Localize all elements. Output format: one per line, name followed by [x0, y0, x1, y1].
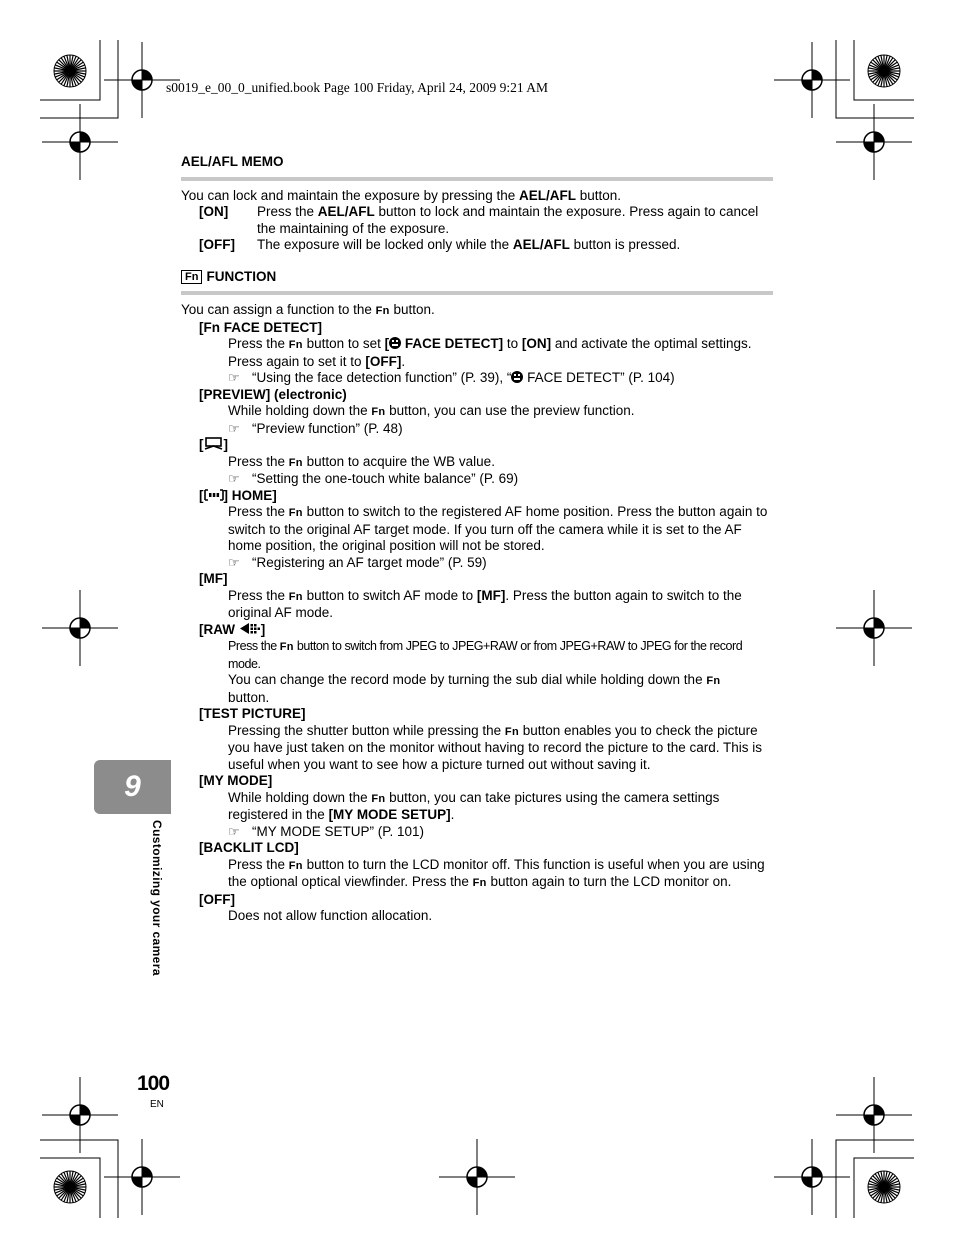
record-mode-icon: [239, 622, 261, 635]
option-off-body: Does not allow function allocation.: [228, 908, 433, 923]
hand-pointing-icon: ☞: [228, 471, 240, 486]
option-my-mode-ref: ☞ “MY MODE SETUP” (P. 101): [228, 823, 425, 839]
option-test-picture-title: [TEST PICTURE]: [199, 706, 306, 721]
option-af-home-title: [ ] HOME]: [199, 487, 277, 503]
option-raw-body: Press the Fn button to switch from JPEG to JPEG+RAW or from JPEG+RAW to JPEG for the record mode.: [228, 639, 743, 671]
option-off-title: [OFF]: [199, 891, 235, 907]
ael-section-title: AEL/AFL MEMO: [181, 154, 284, 169]
hand-pointing-icon: ☞: [228, 370, 240, 385]
face-detect-icon: [511, 371, 523, 383]
option-preview-ref: ☞ “Preview function” (P. 48): [228, 420, 403, 436]
option-preview-title: [PREVIEW] (electronic): [199, 386, 347, 402]
chapter-label: Customizing your camera: [150, 820, 164, 976]
ael-afl-button-label: AEL/AFL: [518, 187, 576, 203]
hand-pointing-icon: ☞: [228, 823, 240, 839]
ael-options: [181, 204, 773, 254]
option-one-touch-wb-title: [ ]: [199, 437, 228, 452]
option-raw-title: [RAW ]: [199, 621, 266, 637]
one-touch-wb-icon: [204, 437, 224, 450]
fn-section-title: Fn FUNCTION: [181, 269, 773, 286]
af-target-icon: [204, 489, 224, 501]
option-raw-note: You can change the record mode by turning the sub dial while holding down the Fn button.: [228, 672, 721, 705]
ael-intro: You can lock and maintain the exposure by pressing the AEL/AFL button.: [181, 187, 622, 203]
option-mf-body: Press the Fn button to switch AF mode to [MF]. Press the button again to switch to the original AF mode.: [228, 587, 742, 620]
option-af-home-ref: ☞ “Registering an AF target mode” (P. 59): [228, 554, 487, 570]
section-rule: [181, 177, 773, 181]
option-face-detect-body: Press the Fn button to set [ FACE DETECT] to [ON] and activate the optimal settings. Press again to set it to [OFF].: [228, 336, 752, 369]
section-rule: [181, 291, 773, 295]
option-one-touch-wb-body: Press the Fn button to acquire the WB value.: [228, 453, 495, 469]
ael-option-on: [ON] Press the AEL/AFL button to lock and maintain the exposure. Press again to cancel the maintaining of the exposure.: [199, 204, 759, 236]
hand-pointing-icon: ☞: [228, 420, 240, 436]
hand-pointing-icon: ☞: [228, 554, 240, 570]
option-backlit-lcd-body: Press the Fn button to turn the LCD monitor off. This function is useful when you are using the optional optical viewfinder. Press the Fn button again to turn the LCD monitor on.: [228, 856, 765, 889]
language-code: EN: [150, 1099, 164, 1110]
page-content: [181, 154, 773, 925]
option-face-detect-ref: ☞ “Using the face detection function” (P. 39), “ FACE DETECT” (P. 104): [228, 370, 675, 385]
option-face-detect-title: [Fn FACE DETECT]: [199, 319, 323, 335]
option-af-home-body: Press the Fn button to switch to the registered AF home position. Press the button again to switch to the original AF target mode. If you turn off the camera while it is set to the AF home position, the original position will not be stored.: [228, 504, 768, 553]
option-mf-title: [MF]: [199, 571, 228, 586]
page-number: 100: [137, 1072, 170, 1095]
option-test-picture-body: Pressing the shutter button while pressing the Fn button enables you to check the picture you have just taken on the monitor without having to record the picture to the card. This is useful when you want to see how a picture turned out without saving it.: [228, 722, 763, 772]
fn-intro: You can assign a function to the Fn button.: [181, 302, 435, 317]
book-header: s0019_e_00_0_unified.book Page 100 Friday, April 24, 2009 9:21 AM: [166, 80, 548, 95]
option-one-touch-wb-ref: ☞ “Setting the one-touch white balance” (P. 69): [228, 471, 519, 486]
fn-button-icon: Fn: [181, 270, 202, 284]
chapter-number: 9: [124, 770, 141, 803]
ael-option-off: [OFF] The exposure will be locked only while the AEL/AFL button is pressed.: [199, 237, 681, 252]
option-backlit-lcd-title: [BACKLIT LCD]: [199, 840, 299, 855]
option-my-mode-title: [MY MODE]: [199, 773, 273, 788]
option-preview-body: While holding down the Fn button, you can use the preview function.: [228, 403, 635, 418]
option-my-mode-body: While holding down the Fn button, you can take pictures using the camera settings registered in the [MY MODE SETUP].: [228, 789, 720, 822]
chapter-tab: [94, 760, 171, 814]
face-detect-icon: [389, 337, 401, 349]
